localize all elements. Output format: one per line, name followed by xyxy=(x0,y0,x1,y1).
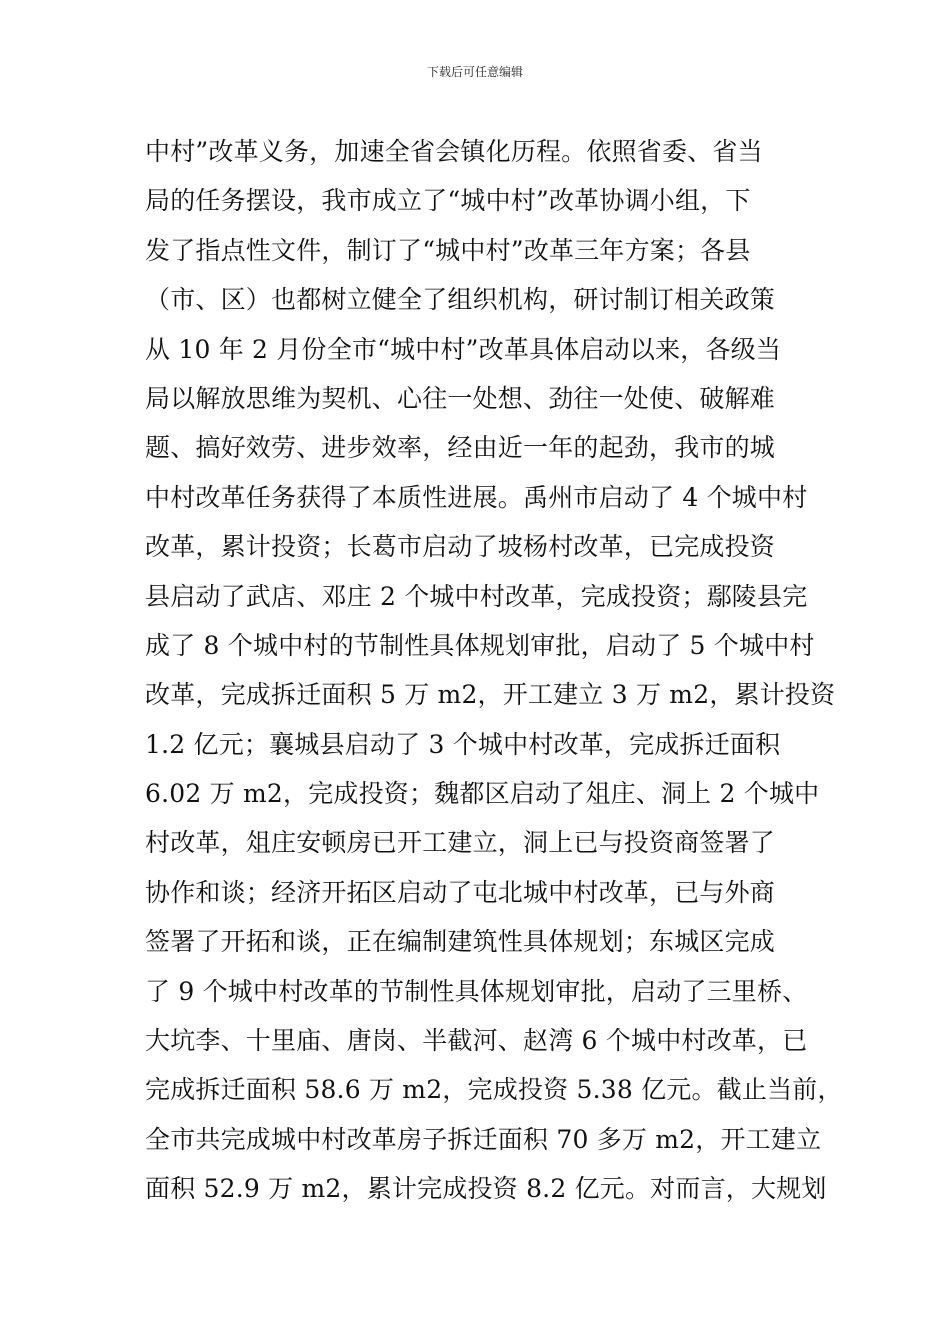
text-line-5: 从 10 年 2 月份全市“城中村”改革具体启动以来，各级当 xyxy=(145,334,782,364)
text-line-2: 局的任务摆设，我市成立了“城中村”改革协调小组，下 xyxy=(145,186,751,216)
text-line-1: 中村”改革义务，加速全省会镇化历程。依照省委、省当 xyxy=(145,137,763,166)
text-line-9: 改革，累计投资；长葛市启动了坡杨村改革，已完成投资 xyxy=(145,532,776,562)
text-line-17: 签署了开拓和谈，正在编制建筑性具体规划；东城区完成 xyxy=(145,927,776,957)
text-line-13: 1.2 亿元；襄城县启动了 3 个城中村改革，完成拆迁面积 xyxy=(145,729,781,759)
text-line-11: 成了 8 个城中村的节制性具体规划审批，启动了 5 个城中村 xyxy=(145,630,815,660)
text-line-20: 完成拆迁面积 58.6 万 m2，完成投资 5.38 亿元。截止当前， xyxy=(145,1075,843,1105)
text-line-21: 全市共完成城中村改革房子拆迁面积 70 多万 m2，开工建立 xyxy=(145,1124,822,1154)
document-body xyxy=(145,127,843,1214)
page-header: 下载后可任意编辑 xyxy=(426,65,523,79)
text-line-14: 6.02 万 m2，完成投资；魏都区启动了俎庄、洞上 2 个城中 xyxy=(145,779,820,809)
text-line-12: 改革，完成拆迁面积 5 万 m2，开工建立 3 万 m2，累计投资 xyxy=(145,680,836,710)
text-line-3: 发了指点性文件，制订了“城中村”改革三年方案；各县 xyxy=(145,235,751,265)
text-line-16: 协作和谈；经济开拓区启动了屯北城中村改革，已与外商 xyxy=(145,877,776,907)
text-line-6: 局以解放思维为契机、心往一处想、劲往一处使、破解难 xyxy=(145,383,776,413)
text-line-18: 了 9 个城中村改革的节制性具体规划审批，启动了三里桥、 xyxy=(145,976,808,1006)
text-line-4: （市、区）也都树立健全了组织机构，研讨制订相关政策 xyxy=(145,285,776,315)
text-line-15: 村改革，俎庄安顿房已开工建立，洞上已与投资商签署了 xyxy=(145,828,776,858)
text-line-8: 中村改革任务获得了本质性进展。禹州市启动了 4 个城中村 xyxy=(145,482,808,512)
text-line-7: 题、搞好效劳、进步效率，经由近一年的起劲，我市的城 xyxy=(145,433,776,463)
text-line-22: 面积 52.9 万 m2，累计完成投资 8.2 亿元。对而言，大规划 xyxy=(145,1174,827,1204)
text-line-10: 县启动了武店、邓庄 2 个城中村改革，完成投资；鄢陵县完 xyxy=(145,581,808,611)
text-line-19: 大坑李、十里庙、唐岗、半截河、赵湾 6 个城中村改革，已 xyxy=(145,1026,808,1056)
